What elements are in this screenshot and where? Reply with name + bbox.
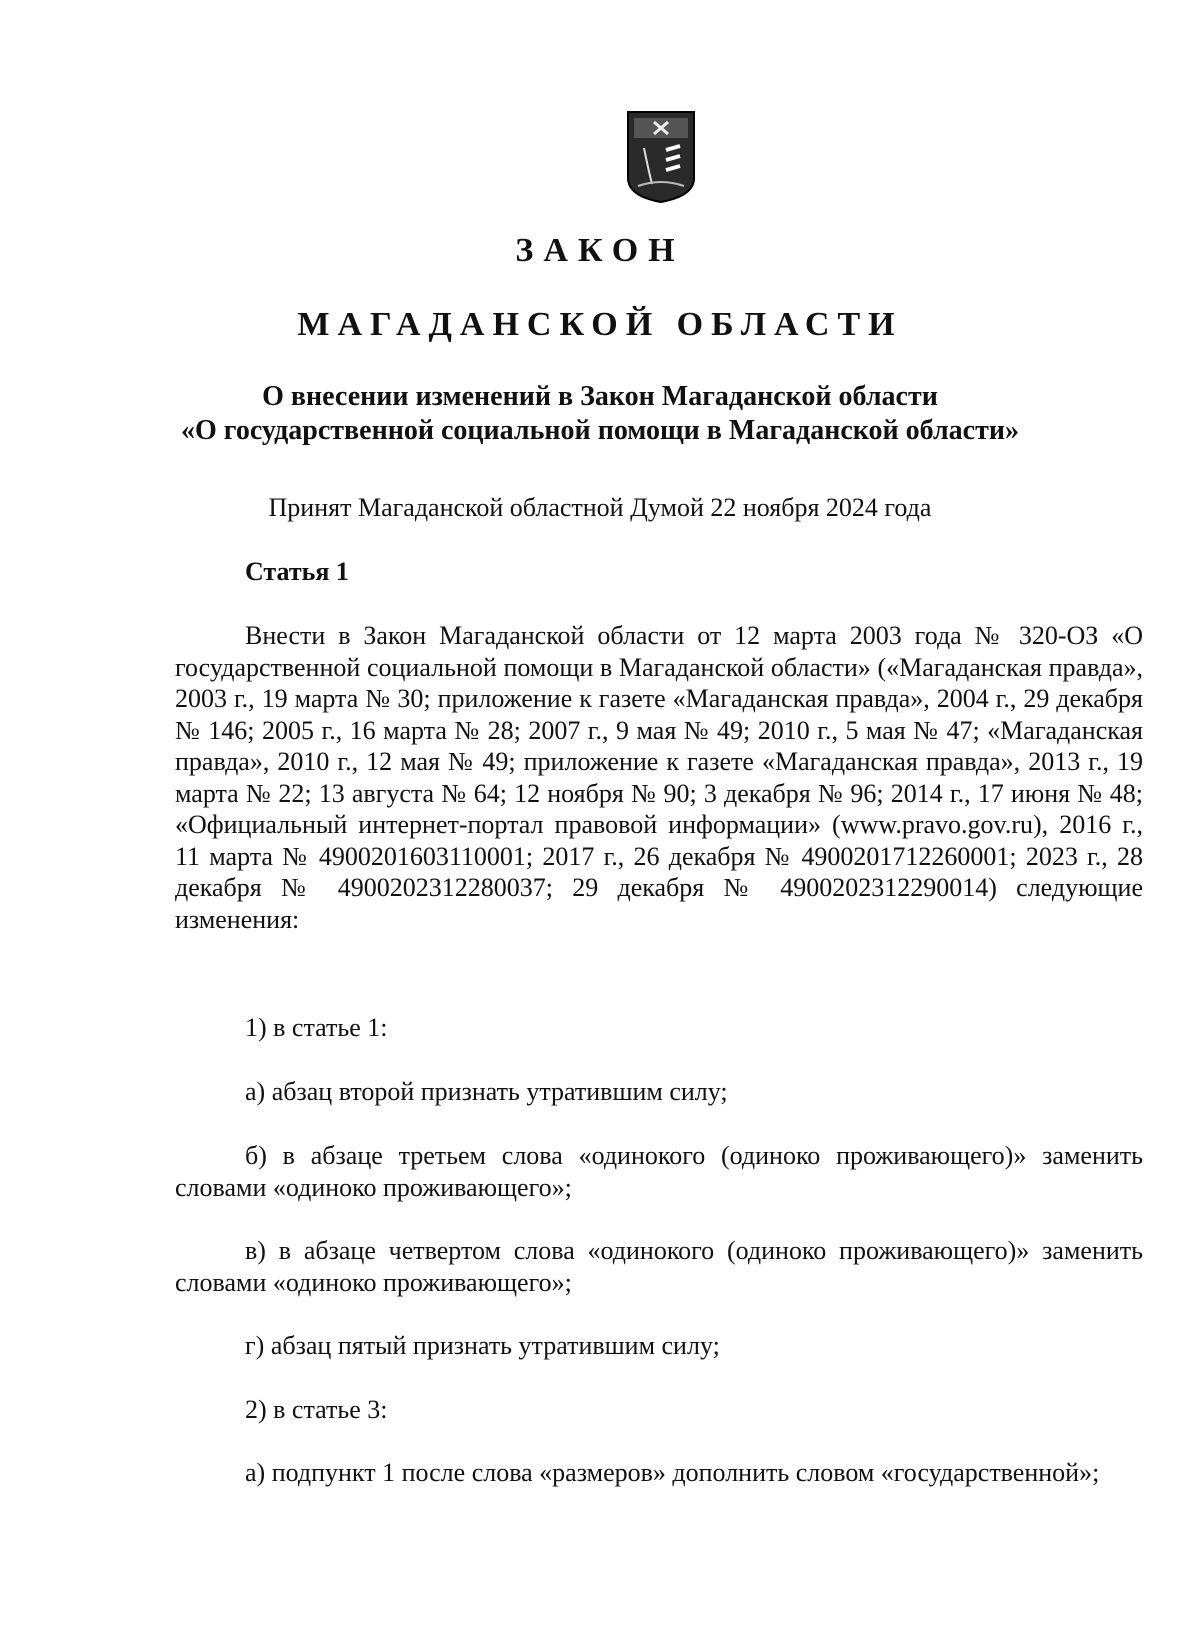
list-item: а) абзац второй признать утратившим силу;	[245, 1077, 728, 1106]
list-item: б) в абзаце третьем слова «одинокого (одиноко проживающего)» заменить словами «одиноко проживающего»;	[175, 1141, 1143, 1202]
list-item: в) в абзаце четвертом слова «одинокого (одиноко проживающего)» заменить словами «одиноко проживающего»;	[175, 1236, 1143, 1297]
main-paragraph: Внести в Закон Магаданской области от 12 марта 2003 года № 320-ОЗ «О государственной социальной помощи в Магаданской области» («Магаданская правда», 2003 г., 19 марта № 30; приложение к газете «Магаданская правда», 2004 г., 29 декабря № 146; 2005 г., 16 марта № 28; 2007 г., 9 мая № 49; 2010 г., 5 мая № 47; «Магаданская правда», 2010 г., 12 мая № 49; приложение к газете «Магаданская правда», 2013 г., 19 марта № 22; 13 августа № 64; 12 ноября № 90; 3 декабря № 96; 2014 г., 17 июня № 48; «Официальный интернет-портал правовой информации» (www.pravo.gov.ru), 2016 г., 11 марта № 4900201603110001; 2017 г., 26 декабря № 4900201712260001; 2023 г., 28 декабря № 4900202312280037; 29 декабря № 4900202312290014) следующие изменения:	[175, 621, 1143, 934]
article-heading: Статья 1	[245, 557, 349, 586]
document-type-heading: ЗАКОН	[515, 232, 685, 269]
list-item: а) подпункт 1 после слова «размеров» дополнить словом «государственной»;	[245, 1458, 1100, 1487]
region-heading: МАГАДАНСКОЙ ОБЛАСТИ	[297, 306, 903, 343]
law-title	[0, 380, 1200, 448]
law-title-line-2: «О государственной социальной помощи в Магаданской области»	[181, 415, 1019, 446]
list-item: 1) в статье 1:	[245, 1013, 388, 1042]
coat-of-arms-icon	[624, 108, 698, 204]
list-item: г) абзац пятый признать утратившим силу;	[245, 1331, 720, 1360]
adoption-line: Принят Магаданской областной Думой 22 ноября 2024 года	[268, 493, 932, 522]
law-title-line-1: О внесении изменений в Закон Магаданской области	[262, 381, 938, 412]
list-item: 2) в статье 3:	[245, 1395, 388, 1424]
